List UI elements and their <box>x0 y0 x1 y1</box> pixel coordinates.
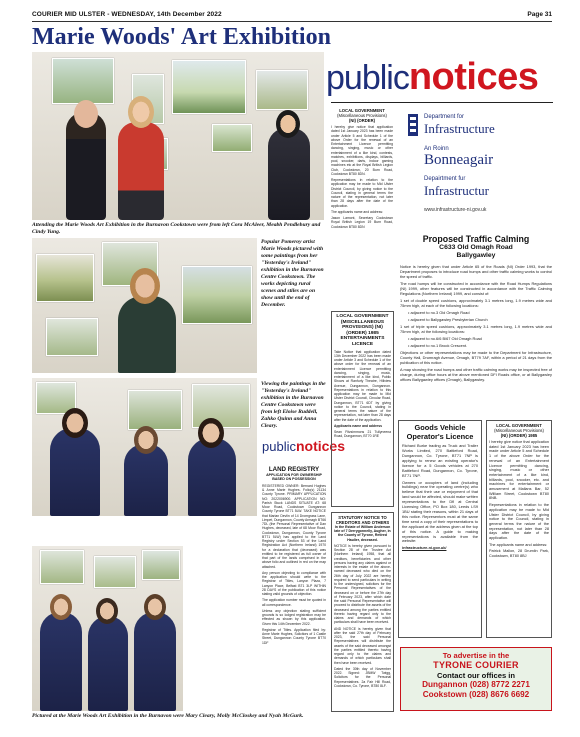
dfi-irish-2: Bonneagair <box>424 152 494 168</box>
local-gov-notice-3 <box>486 420 552 638</box>
lg1-head-2: (Miscellaneous Provisions) <box>337 113 387 118</box>
dfi-crest-icon <box>406 114 420 136</box>
advertise-box <box>400 647 552 711</box>
lg3-signoff: Patrick Mallon, 28 Drumlin Park, Cookstown, BT80 8BJ <box>489 549 549 559</box>
lg1-signoff: Jason Lamont, Secretary Cookstown Royal British Legion 19 Burn Road, Cookstown BT80 8DN <box>331 216 393 229</box>
traffic-paragraph-5: Objections or other representations may be made to the Department for Infrastructure, County Hall, Drumragh Avenue, Omagh, BT79 7AF, within a period of 21 days from the publication of this notice. <box>400 349 552 365</box>
lg2-signoff: Sean Fitzsimmons 21 Tullyneena Road, Dungannon, BT70 1RE <box>334 430 391 439</box>
traffic-sub-2: Ballygawley <box>456 252 496 260</box>
land-title: LAND REGISTRY <box>268 466 320 473</box>
goods-body <box>402 444 478 551</box>
lg1-paragraph-3: The applicants name and address: <box>331 209 384 214</box>
land-signoff: Registrar of Titles. Application filed by: Anne Marie Hughes, Solicitors of 1 Castle Street, Dungannon County Tyrone BT70 1DF <box>262 627 326 645</box>
statutory-signoff: Dated the 30th day of November 2022. Signed: JBMW Twigg, Solicitors for the Personal Representatives. 2a Fair Hill Road, Cookstown, Co. Tyrone, BT80 8LF. <box>334 666 391 688</box>
local-gov-notice-1 <box>331 108 393 308</box>
land-paragraph-2: Any person objecting to compliance with the application should write to the Registrar of Titles, Lanyon Plaza, 7 Lanyon Place, Belfast BT1 3LP WITHIN 28 DAYS of the publication of this notice stating valid grounds of objection. <box>262 570 326 597</box>
lg2-paragraph-2: Applicants name and address <box>334 423 383 428</box>
advertise-line-4: Dungannon (028) 8772 2271 <box>422 680 530 689</box>
dfi-infra-2: Infrastructur <box>424 183 489 198</box>
masthead-bar <box>32 11 552 21</box>
lg3-paragraph-3: The applicants name and address: <box>489 542 548 547</box>
traffic-paragraph-4: 1 set of triple speed cushions, approximately 3.1 metres long, 1.9 metres wide and 75mm high, at the following locations: <box>400 323 552 334</box>
dfi-url: www.infrastructure-ni.gov.uk <box>424 207 487 213</box>
land-body <box>262 484 326 645</box>
local-gov-notice-2 <box>331 311 394 507</box>
lg1-body <box>331 125 393 229</box>
land-paragraph-3: The application number must be quoted in all correspondence. <box>262 598 326 607</box>
statutory-paragraph-2: AND NOTICE is hereby given that after the said 27th day of February 2023, the said Personal Representatives will distribute the assets of the said deceased amongst the parties entitled thereto having regard only to the claims and demands of which particulars shall then have been received. <box>334 626 391 665</box>
dfi-irish-1: An Roinn <box>424 146 449 152</box>
statutory-sub: In the Estate of William Anderson late of 7 Derrygonnelly, Augher, in the County of Tyrone, Retired Haulier, deceased. <box>334 525 391 542</box>
goods-vehicle-notice <box>398 420 482 638</box>
lg3-paragraph-1: I hereby give notice that application dated 1st January 2023 has been made under Article 5 and Schedule 1 of the above Order for the renewal of an Entertainment Licence permitting dancing, singing, music or other entertainment of a like kind, billiards, pool, snooker, etc. and machines for entertainment or amusement at Mallans Bar, 52 William Street, Cookstown BT80 8NB. <box>489 440 549 501</box>
statutory-notice <box>331 512 394 712</box>
goods-paragraph-1: Richard Burke trading as Truck and Trailer Works Limited, 270 Battleford Road, Dungannon, Co. Tyrone, BT71 7NP is applying to renew an existing operator's licence for a 5 Goods vehicles at 270 Battleford Road, Dungannon, Co. Tyrone, BT71 7NP. <box>402 443 478 478</box>
dfi-logo-block <box>400 110 552 228</box>
lg3-head-1: LOCAL GOVERNMENT <box>496 423 542 428</box>
land-registry-notice <box>262 466 326 712</box>
public-word: public <box>326 59 409 97</box>
notices-rule <box>331 102 553 103</box>
traffic-body <box>400 264 552 382</box>
page-title: Marie Woods' Art Exhibition <box>32 24 331 50</box>
traffic-sub-1: C633 Old Omagh Road <box>439 244 513 251</box>
lg3-head-2: (Miscellaneous Provisions) <box>494 428 544 433</box>
dfi-dept: Department for <box>424 114 465 120</box>
caption-popular: Popular Pomeroy artist Marie Woods pictured with some paintings from her "Yesterday's Ireland" exhibition in the Burnavon Centre Cookstown. The works depicting rural scenes and stiles are on show until the end of December. <box>261 239 324 308</box>
lg2-body <box>334 350 391 439</box>
land-sub: APPLICATION FOR OWNERSHIP BASED ON POSSESSION <box>266 473 322 482</box>
advertise-line-2: TYRONE COURIER <box>433 660 519 670</box>
traffic-bullet-2: adjacent to Ballygawley Presbyterian Church <box>410 316 488 322</box>
traffic-paragraph-6: A map showing the road humps and other traffic calming works may be inspected free of charge, during office hours at the above mentioned DFI Roads office, or at Ballygawley offices Ballygawley offices (Omagh), Ballygawley. <box>400 366 552 382</box>
notices-word: notices <box>408 56 539 98</box>
traffic-title: Proposed Traffic Calming <box>422 234 530 244</box>
public-notices-logo <box>326 56 554 100</box>
lg2-head: LOCAL GOVERNMENT (MISCELLANEOUS PROVISIONS) (NI) (ORDER) 1985 ENTERTAINMENTS LICENCE <box>336 314 389 347</box>
goods-link[interactable]: infrastructure-ni.gov.uk/ <box>402 545 447 551</box>
traffic-bullet: • adjacent to Ballygawley Presbyterian Church <box>408 316 488 322</box>
advertise-line-1: To advertise in the <box>442 651 510 660</box>
header-rule <box>32 21 552 22</box>
lg3-head-3: (NI) (ORDER) 1985 <box>500 433 538 438</box>
traffic-bullet-1: adjacent to no.3 Old Omagh Road <box>410 309 470 315</box>
lg3-body <box>489 440 549 559</box>
traffic-bullet: • adjacent to no.1 Brook Crescent. <box>408 342 468 348</box>
traffic-paragraph-1: Notice is hereby given that under Article 65 of the Roads (NI) Order 1993, that the Department proposes to introduce road humps and other traffic calming works to control the speed of traffic. <box>400 263 552 279</box>
land-paragraph-1: REGISTERED OWNER: Bernard Hughes & Anne Marie Hughes. Folio(s) 21134 County Tyrone. PRIMARY APPLICATION NO: 2022006900. APPLICATION NO: Parish Stuck LANDS SITUATE AT: 68 Moor Road, Cookstown Dungannon County Tyrone BT71 5LW. TAKE NOTICE that Marian Devlin of 14 Dromgrass Lane, Limpet, Dungannon, County Armagh BT66 7DL (the Personal Representative of Dan Hughes, deceased, late of 68 Moor Road, Cookstown, Dungannon, County Tyrone BT71 5LW) has applied to the Land Registry under Section 53 of the Land Registration Act (Northern Ireland) 1970 for a declaration that (deceased) was entitled to be registered as full owner of that part of the lands comprised in the above folio and outlined in red on the map attached. <box>262 483 326 569</box>
caption-bottom: Pictured at the Marie Woods Art Exhibition in the Burnavon were Mary Cleary, Molly McCloskey and Nyah McGurk. <box>32 713 304 719</box>
lg2-paragraph-1: Take Notice that application dated 13th December 2022 has been made under Article 3 and Schedule 1 of the above order for the renewal of an entertainment Licence permitting dancing, singing, music, entertainment of a like kind, Public Shows at Ranfurly Theatre, Hillview Avenue, Dungannon, Dungannon. Representations in relation to this application may be made to Mid Ulster District Council, Circular Road, Dungannon, BT71 6DT by giving notice to the Council, stating in general terms the nature of the representation, not later than 28 days after the date of the application. <box>334 349 391 422</box>
land-paragraph-4: Unless any objection stating sufficient grounds is so lodged registration may be effected as shown by this application. Given this 14th December 2022. <box>262 608 326 626</box>
photo-viewing <box>32 378 257 516</box>
lg1-paragraph-2: Representations in relation to the application may be made to Mid Ulster District Council, by giving notice to the Council, stating in general terms the nature of the representation, not later than 28 days after the date of the application. <box>331 178 393 208</box>
caption-top: Attending the Marie Woods Art Exhibition in the Burnavon Cookstown were from left Cora McAleer, Meabh Pendlebury and Cindy Yung. <box>32 222 321 235</box>
page-number: Page 31 <box>527 11 552 18</box>
small-public-notices-logo <box>262 438 345 460</box>
caption-viewing: Viewing the paintings in the "Yesterday's Ireland" exhibition in the Burnavon Centre Cookstown were from left Eloise Ruddell, Zahko Quinn and Anna Cleary. <box>261 381 326 429</box>
statutory-title: STATUTORY NOTICE TO CREDITORS AND OTHERS <box>335 515 390 525</box>
photo-bottom <box>32 546 183 711</box>
traffic-bullet-3: adjacent to no.6/6 B/67 Old Omagh Road <box>410 335 482 341</box>
photo-top <box>32 52 324 220</box>
traffic-paragraph-3: 1 set of double speed cushions, approximately 3.1 metres long, 1.9 metres wide and 75mm high, at each of the following locations: <box>400 297 552 308</box>
small-notices-word: notices <box>295 438 345 454</box>
advertise-line-5: Cookstown (028) 8676 6692 <box>422 690 530 699</box>
dfi-infra: Infrastructure <box>424 121 495 136</box>
traffic-bullet: • adjacent to no.6/6 B/67 Old Omagh Road <box>408 335 482 341</box>
lg1-paragraph-1: I hereby give notice that application dated 1st January 2023 has been made under Article 5 and Schedule 1 of the above Order for the renewal of an Entertainment Licence permitting dancing, singing, music or other entertainment of a like kind, contests, matches, exhibitions, displays, billiards, pool, snooker, darts, indoor gaming machines etc at the Royal British Legion Club, Cookstown, 20 Burn Road, Cookstown BT80 8DN. <box>331 125 393 176</box>
traffic-paragraph-2: The road humps will be constructed in accordance with the Road Humps Regulations (NI) 1999, other features will be constructed in accordance with the Traffic Calming Regulations (Northern Ireland) 1999, and consist of: <box>400 280 552 296</box>
traffic-bullet-4: adjacent to no.1 Brook Crescent. <box>410 342 468 348</box>
lg3-paragraph-2: Representations in relation to the application may be made to Mid Ulster District Council, by giving notice to the Council, stating in general terms the nature of the representation, not later than 28 days after the date of the application. <box>489 503 549 541</box>
advertise-line-3: Contact our offices in <box>436 670 516 680</box>
traffic-bullet: • adjacent to no.3 Old Omagh Road <box>408 309 470 315</box>
photo-artist <box>32 238 257 373</box>
small-public-word: public <box>262 439 296 454</box>
goods-paragraph-2: Owners or occupiers of land (including buildings) near the operating centre(s) who believe that their use or enjoyment of that land would be affected, should make written representations to the DfI at Central Licensing Office, PO Box 180, Leeds LS9 1BU stating their reasons, within 21 days of this notice. Representors must at the same time send a copy of their representations to the applicant at the address given at the top of this notice. A guide to making representations is available from the website: <box>402 479 478 544</box>
dfi-ulster: Depairtment fur <box>424 176 466 182</box>
goods-title: Goods Vehicle Operator's Licence <box>406 423 474 441</box>
masthead-date: COURIER MID ULSTER - WEDNESDAY, 14th December 2022 <box>32 11 222 18</box>
statutory-body <box>334 544 391 688</box>
statutory-paragraph-1: NOTICE is hereby given pursuant to Section 28 of the Trustee Act (Northern Ireland) 1958, that all creditors, beneficiaries and other persons having any claims against or interests in the estate of the above-named deceased who died on the 26th day of July 2022 are hereby required to send particulars in writing to the undersigned, solicitors for the Personal Representatives of the deceased on or before the 27th day of February 2023, after which date the said Personal Representative will proceed to distribute the assets of the deceased among the parties entitled thereto having regard only to the claims and demands of which particulars shall have been received. <box>334 543 391 625</box>
traffic-calming-notice <box>400 234 552 414</box>
lg1-head-1: LOCAL GOVERNMENT <box>339 108 385 113</box>
lg1-head-3: (NI) (ORDER) <box>348 118 376 123</box>
